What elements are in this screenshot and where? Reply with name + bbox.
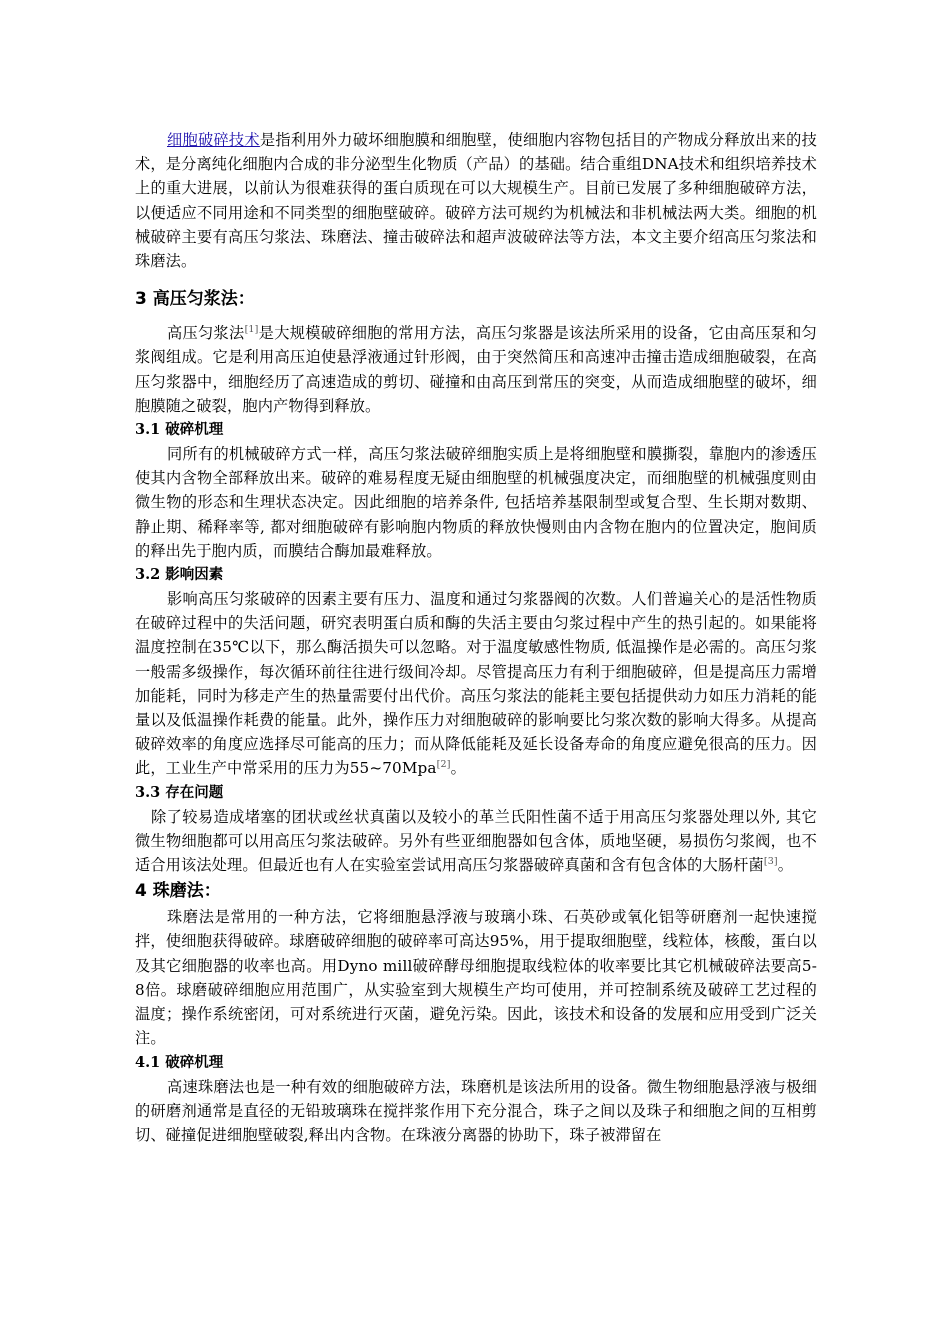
- section-3-intro-lead: 高压匀浆法: [167, 324, 245, 343]
- citation-3[interactable]: [3]: [763, 856, 778, 868]
- section-3-2-heading: 3.2 影响因素: [135, 566, 224, 584]
- section-3-1-paragraph: 同所有的机械破碎方式一样，高压匀浆法破碎细胞实质上是将细胞壁和膜撕裂，靠胞内的渗透压使其内含物全部释放出来。破碎的难易程度无疑由细胞壁的机械强度决定，而细胞壁的机械强度则由微生物的形态和生理状态决定。因此细胞的培养条件, 包括培养基限制型或复合型、生长期对数期、静止期、稀释率等, 都对细胞破碎有影响胞内物质的释放快慢则由内含物在胞内的位置决定，胞间质的释出先于胞内质，而膜结合酶加最难释放。: [135, 445, 817, 560]
- section-4-1-paragraph: 高速珠磨法也是一种有效的细胞破碎方法，珠磨机是该法所用的设备。微生物细胞悬浮液与极细的研磨剂通常是直径的无铅玻璃珠在搅拌浆作用下充分混合，珠子之间以及珠子和细胞之间的互相剪切、碰撞促进细胞壁破裂,释出内含物。在珠液分离器的协助下，珠子被滞留在: [135, 1077, 817, 1144]
- section-3-2-paragraph: [135, 587, 817, 781]
- section-3-3-heading: 3.3 存在问题: [135, 783, 224, 801]
- section-3-3-paragraph: [135, 805, 817, 878]
- section-3-3-tail: 。: [777, 856, 794, 875]
- section-4-1-heading: 4.1 破碎机理: [135, 1053, 224, 1071]
- section-4-intro-paragraph: 珠磨法是常用的一种方法，它将细胞悬浮液与玻璃小珠、石英砂或氧化铝等研磨剂一起快速搅拌，使细胞获得破碎。球磨破碎细胞的破碎率可高达95%，用于提取细胞壁，线粒体，核酸，蛋白以及其它细胞器的收率也高。用Dyno mill破碎酵母细胞提取线粒体的收率要比其它机械破碎法要高5-8倍。球磨破碎细胞应用范围广，从实验室到大规模生产均可使用，并可控制系统及破碎工艺过程的温度；操作系统密闭，可对系统进行灭菌，避免污染。因此，该技术和设备的发展和应用受到广泛关注。: [135, 908, 817, 1048]
- section-3-3-text: 除了较易造成堵塞的团状或丝状真菌以及较小的革兰氏阳性菌不适于用高压匀浆器处理以外, 其它微生物细胞都可以用高压匀浆法破碎。另外有些亚细胞器如包含体，质地坚硬，易损伤匀浆阀，也不适合用该法处理。但最近也有人在实验室尝试用高压匀浆器破碎真菌和含有包含体的大肠杆菌: [135, 807, 817, 875]
- section-4-heading: 4 珠磨法：: [135, 881, 221, 902]
- section-3-heading: 3 高压匀浆法：: [135, 289, 255, 310]
- cell-disruption-link[interactable]: 细胞破碎技术: [167, 131, 260, 149]
- section-3-2-text: 影响高压匀浆破碎的因素主要有压力、温度和通过匀浆器阀的次数。人们普遍关心的是活性物质在破碎过程中的失活问题，研究表明蛋白质和酶的失活主要由匀浆过程中产生的热引起的。如果能将温度控制在35℃以下，那么酶活损失可以忽略。对于温度敏感性物质, 低温操作是必需的。高压匀浆一般需多级操作，每次循环前往往进行级间冷却。尽管提高压力有利于细胞破碎，但是提高压力需增加能耗，同时为移走产生的热量需要付出代价。高压匀浆法的能耗主要包括提供动力如压力消耗的能量以及低温操作耗费的能量。此外，操作压力对细胞破碎的影响要比匀浆次数的影响大得多。从提高破碎效率的角度应选择尽可能高的压力；而从降低能耗及延长设备寿命的角度应避免很高的压力。因此，工业生产中常采用的压力为55~70Mpa: [135, 590, 817, 778]
- section-3-1-heading: 3.1 破碎机理: [135, 421, 224, 439]
- section-3-2-tail: 。: [450, 759, 466, 778]
- intro-text: 是指利用外力破坏细胞膜和细胞壁，使细胞内容物包括目的产物成分释放出来的技术，是分离纯化细胞内合成的非分泌型生化物质（产品）的基础。结合重组DNA技术和组织培养技术上的重大进展，以前认为很难获得的蛋白质现在可以大规模生产。目前已发展了多种细胞破碎方法，以便适应不同用途和不同类型的细胞壁破碎。破碎方法可规约为机械法和非机械法两大类。细胞的机械破碎主要有高压匀浆法、珠磨法、撞击破碎法和超声波破碎法等方法，本文主要介绍高压匀浆法和珠磨法。: [135, 131, 818, 271]
- citation-1[interactable]: [1]: [244, 324, 259, 336]
- document-page: [135, 128, 817, 1147]
- section-3-intro-paragraph: [135, 321, 817, 418]
- intro-paragraph: [135, 128, 817, 273]
- section-3-intro-text: 是大规模破碎细胞的常用方法，高压匀浆器是该法所采用的设备，它由高压泵和匀浆阀组成。它是利用高压迫使悬浮液通过针形阀，由于突然简压和高速冲击撞击造成细胞破裂，在高压匀浆器中，细胞经历了高速造成的剪切、碰撞和由高压到常压的突变，从而造成细胞壁的破坏，细胞膜随之破裂，胞内产物得到释放。: [135, 324, 818, 415]
- citation-2[interactable]: [2]: [436, 759, 451, 771]
